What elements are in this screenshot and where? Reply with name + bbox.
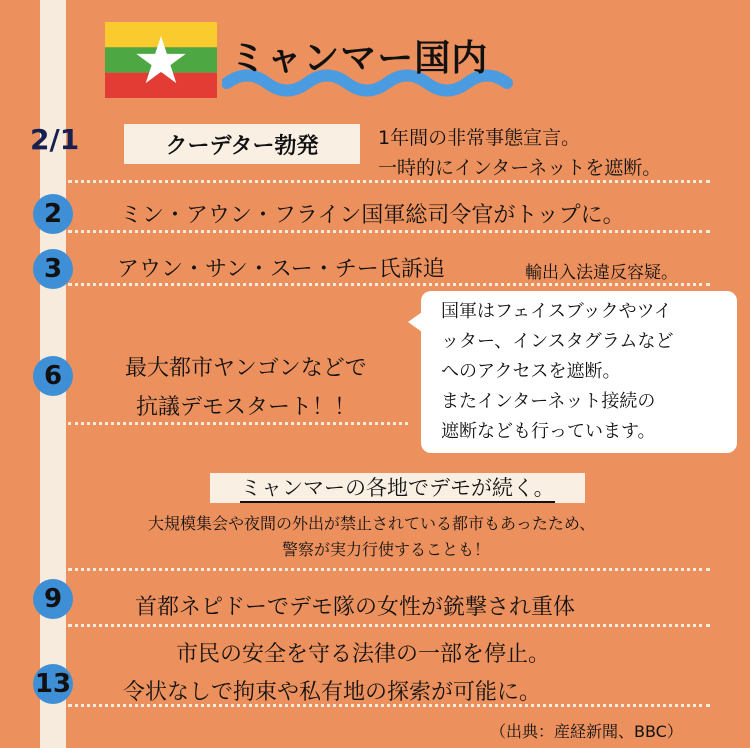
event-13-text-line1: 市民の安全を守る法律の一部を停止。	[176, 642, 551, 667]
date-circle-3	[33, 249, 73, 289]
coup-label: クーデター勃発	[165, 133, 319, 159]
date-circle-2	[33, 194, 73, 234]
date-label-3: 3	[43, 254, 63, 284]
divider	[68, 704, 710, 707]
date-circle-13	[33, 664, 73, 704]
emergency-note-line1: 1年間の非常事態宣言。	[378, 127, 581, 149]
event-9-text: 首都ネピドーでデモ隊の女性が銃撃され重体	[135, 595, 576, 620]
protest-heading: ミャンマーの各地でデモが続く。	[240, 476, 554, 503]
myanmar-flag-icon	[105, 22, 217, 98]
event-2-text: ミン・アウン・フライン国軍総司令官がトップに。	[120, 203, 625, 228]
divider	[68, 624, 710, 627]
page-title: ミャンマー国内	[230, 38, 489, 79]
event-6-text-line2: 抗議デモスタート！！	[136, 395, 357, 420]
divider	[68, 283, 710, 286]
event-3-text: アウン・サン・スー・チー氏訴追	[117, 257, 445, 282]
date-circle-6	[33, 356, 73, 396]
coup-label-box	[124, 124, 360, 164]
source-note: （出典：産経新聞、BBC）	[490, 722, 683, 741]
divider	[68, 422, 408, 425]
event-3-note: 輸出入法違反容疑。	[525, 263, 678, 283]
title-area	[222, 30, 537, 100]
date-label-2-1: 2/1	[30, 123, 80, 156]
bubble-tail	[408, 312, 422, 332]
divider	[68, 230, 710, 233]
protest-detail-line2: 警察が実力行使することも！	[282, 540, 491, 559]
date-label-13: 13	[34, 669, 72, 699]
date-label-2: 2	[43, 199, 63, 229]
date-label-9: 9	[43, 584, 63, 614]
divider	[68, 180, 710, 183]
date-circle-9	[33, 579, 73, 619]
divider	[68, 568, 710, 571]
event-6-text-line1: 最大都市ヤンゴンなどで	[125, 356, 367, 381]
date-label-6: 6	[43, 361, 63, 391]
event-13-text-line2: 令状なしで拘束や私有地の探索が可能に。	[123, 680, 542, 705]
speech-bubble	[421, 291, 737, 453]
bubble-text: 国軍はフェイスブックやツイ ッター、インスタグラムなど へのアクセスを遮断。 またインターネット接続の 遮断なども行っています。	[441, 301, 674, 442]
protest-detail-line1: 大規模集会や夜間の外出が禁止されている都市もあったため、	[148, 514, 596, 533]
emergency-note-line2: 一時的にインターネットを遮断。	[378, 157, 662, 179]
protest-heading-box	[210, 473, 585, 503]
